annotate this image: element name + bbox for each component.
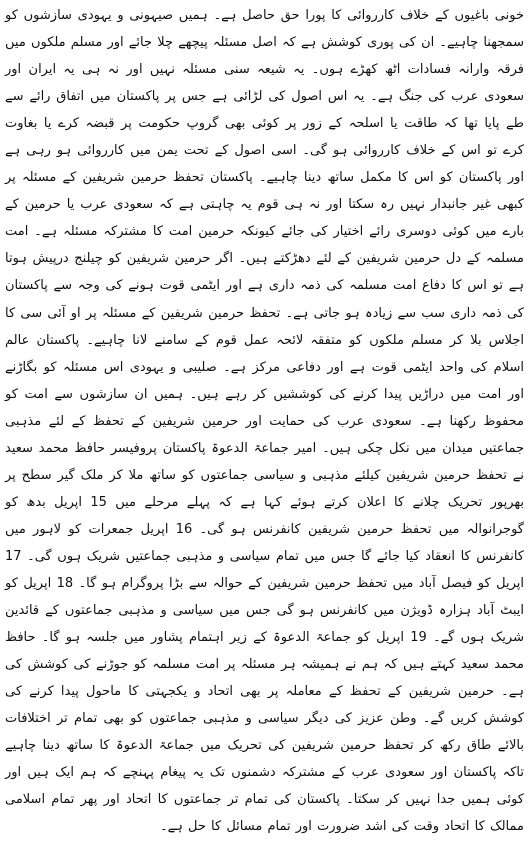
article-text: خونی باغیوں کے خلاف کارروائی کا پورا حق حاصل ہے۔ ہمیں صیہونی و یہودی سازشوں کو سمجھنا چاہیے۔ ان کی پوری کوشش ہے کہ اصل مسئلہ پیچھے چلا جائے اور مسلم ملکوں میں فرقہ وارانہ فسادات اٹھ کھڑے ہوں۔ یہ شیعہ سنی مسئلہ نہیں اور نہ ہی یہ ایران اور سعودی عرب کی جنگ ہے۔ یہ اس اصول کی لڑائی ہے جس پر پاکستان میں اتفاق رائے سے طے پایا تھا کہ طاقت یا اسلحہ کے زور پر کوئی بھی گروپ حکومت پر قبضہ کرے یا بغاوت کرے تو اس کے خلاف کارروائی ہو گی۔ اسی اصول کے تحت یمن میں کارروائی ہو رہی ہے اور پاکستان کو اس کا مکمل ساتھ دینا چاہیے۔ پاکستان تحفظ حرمین شریفین کے مسئلہ پر کبھی غیر جانبدار نہیں رہ سکتا اور نہ ہی قوم یہ چاہتی ہے کہ سعودی عرب یا حرمین کے بارے میں کوئی دوسری رائے اختیار کی جائے کیونکہ حرمین امت کا مشترکہ مسئلہ ہے۔ امت مسلمہ کے دل حرمین شریفین کے لئے دھڑکتے ہیں۔ اگر حرمین شریفین کو چیلنج درپیش ہوتا ہے تو اس کا دفاع امت مسلمہ کی ذمہ داری ہے اور ایٹمی قوت ہونے کی وجہ سے پاکستان کی ذمہ داری سب سے زیادہ ہو جاتی ہے۔ تحفظ حرمین شریفین کے مسئلہ پر او آئی سی کا اجلاس بلا کر مسلم ملکوں کو متفقہ لائحہ عمل قوم کے سامنے لانا چاہیے۔ پاکستان عالم اسلام کی واحد ایٹمی قوت ہے اور دفاعی مرکز ہے۔ صلیبی و یہودی اس مسئلہ کو بگاڑنے اور امت میں دراڑیں پیدا کرنے کی کوششیں کر رہے ہیں۔ ہمیں ان سازشوں سے امت کو محفوظ رکھنا ہے۔ سعودی عرب کی حمایت اور حرمین شریفین کے تحفظ کے لئے مذہبی جماعتیں میدان میں نکل چکی ہیں۔ امیر جماعۃ الدعوۃ پاکستان پروفیسر حافظ محمد سعید نے تحفظ حرمین شریفین کیلئے مذہبی و سیاسی جماعتوں کو ساتھ ملا کر ملک گیر سطح پر بھرپور تحریک چلانے کا اعلان کرتے ہوئے کہا ہے کہ پہلے مرحلے میں 15 اپریل بدھ کو گوجرانوالہ میں تحفظ حرمین شریفین کانفرنس ہو گی۔ 16 اپریل جمعرات کو لاہور میں کانفرنس کا انعقاد کیا جائے گا جس میں تمام سیاسی و مذہبی جماعتیں شریک ہوں گی۔ 17 اپریل کو فیصل آباد میں تحفظ حرمین شریفین کے حوالہ سے بڑا پروگرام ہو گا۔ 18 اپریل کو ایبٹ آباد ہزارہ ڈویژن میں کانفرنس ہو گی جس میں سیاسی و مذہبی جماعتوں کے قائدین شریک ہوں گے۔ 19 اپریل کو جماعۃ الدعوۃ کے زیر اہتمام پشاور میں جلسہ ہو گا۔ حافظ محمد سعید کہتے ہیں کہ ہم نے ہمیشہ ہر مسئلہ پر امت مسلمہ کو جوڑنے کی کوشش کی ہے۔ حرمین شریفین کے تحفظ کے معاملہ پر بھی اتحاد و یکجہتی کا ماحول پیدا کرنے کی کوشش کریں گے۔ وطن عزیز کی دیگر سیاسی و مذہبی جماعتوں کو بھی تمام تر اختلافات بالائے طاق رکھ کر تحفظ حرمین شریفین کی تحریک میں جماعۃ الدعوۃ کا ساتھ دینا چاہیے تاکہ پاکستان اور سعودی عرب کے مشترکہ دشمنوں تک یہ پیغام پہنچے کہ ہم ایک ہیں اور کوئی ہمیں جدا نہیں کر سکتا۔ پاکستان کی تمام تر جماعتوں کا اتحاد اور پھر تمام اسلامی ممالک کا اتحاد وقت کی اشد ضرورت اور تمام مسائل کا حل ہے۔ [5, 8, 524, 835]
